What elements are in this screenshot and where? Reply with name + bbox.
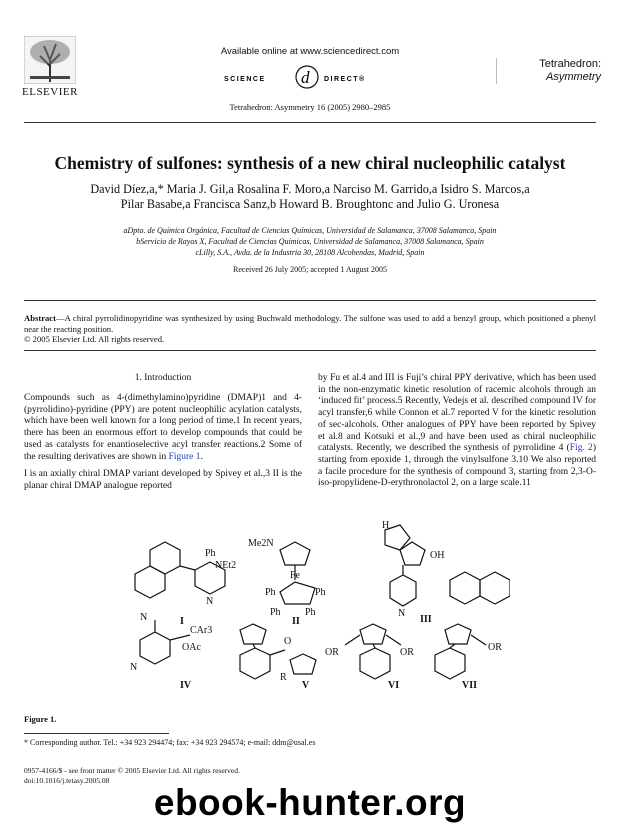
authors-line-2: Pilar Basabe,a Francisca Sanz,b Howard B. Broughtonc and Julio G. Uronesa <box>120 197 500 211</box>
doi: doi:10.1016/j.tetasy.2005.08 <box>24 775 110 785</box>
intro-paragraph-1: Compounds such as 4-(dimethylamino)pyridine (DMAP)1 and 4-(pyrrolidino)-pyridine (PPY) are potent nucleophilic acylation catalysts, which have been well known for a long period of time.1 In recent years, there has been an enormous effort to develop compounds that could be used as catalysts for enantioselective acyl transfer reactions.2 Some of the resulting derivatives are shown in <box>24 393 302 462</box>
atom-o-V: O <box>284 636 292 647</box>
affiliation-b: bServicio de Rayos X, Facultad de Ciencias Químicas, Universidad de Salamanca, 37008 Salamanca, Spain <box>136 237 484 246</box>
watermark: ebook-hunter.org <box>153 782 467 823</box>
intro-paragraph-2: I is an axially chiral DMAP variant developed by Spivey et al.,3 II is the planar chiral DMAP analogue reported <box>24 469 302 491</box>
structure-VII <box>435 624 486 679</box>
abstract <box>24 313 596 345</box>
structure-III <box>385 525 510 606</box>
sd-right: DIRECT® <box>324 76 366 83</box>
journal-name-2: Asymmetry <box>546 71 601 83</box>
column-right <box>318 373 596 496</box>
section-heading: 1. Introduction <box>134 373 192 383</box>
atom-n-III: N <box>398 608 406 619</box>
article-title: Chemistry of sulfones: synthesis of a new chiral nucleophilic catalyst <box>54 153 566 173</box>
atom-net2-I: NEt2 <box>215 560 237 571</box>
atom-r-V: R <box>280 672 287 683</box>
figure-2-link[interactable]: Fig. 2 <box>569 443 593 454</box>
atom-ph-II-c: Ph <box>270 607 281 618</box>
intro-paragraph-3a: by Fu et al.4 and III is Fuji’s chiral PPY derivative, which has been used in the non-enzymatic kinetic resolution of racemic alcohols through an ‘induced fit’ process.5 Recently, Vedejs et al. described compound IV for acyl transfer,6 while Connon et al.7 reported V for the kinetic resolution of sec-alcohols. Other analogues of PPY have been reported by Spivey et al.8 and Kotsuki et al.,9 and have been used as chiral nucleophilic catalysts. Recently, we described the synthesis of pyrrolidine 4 ( <box>318 373 596 454</box>
atom-fe-II: Fe <box>290 570 300 581</box>
authors <box>60 182 560 212</box>
figure-caption: Figure 1. <box>24 714 57 724</box>
sd-left: SCIENCE <box>224 76 266 83</box>
atom-n-I: N <box>206 596 214 607</box>
affiliation-c: cLilly, S.A., Avda. de la Industria 30, 28108 Alcobendas, Madrid, Spain <box>195 248 425 257</box>
figure-1-link[interactable]: Figure 1 <box>168 451 201 462</box>
figure-1-structures <box>120 520 510 690</box>
atom-or-VII: OR <box>488 642 502 653</box>
structure-VI <box>345 624 401 679</box>
atom-or-VI-b: OR <box>400 647 414 658</box>
copyright: © 2005 Elsevier Ltd. All rights reserved. <box>24 334 165 344</box>
label-I: I <box>180 616 184 627</box>
label-VII: VII <box>462 680 478 690</box>
journal-name-box <box>496 58 601 84</box>
atom-n-IV-top: N <box>140 612 148 623</box>
atom-or-VI-a: OR <box>325 647 339 658</box>
sciencedirect-logo <box>222 64 397 90</box>
atom-me2n-II: Me2N <box>248 538 274 549</box>
abstract-text: —A chiral pyrrolidinopyridine was synthesized by using Buchwald methodology. The sulfone was used to add a benzyl group, which positioned a phenyl near the reacting position. <box>24 313 596 334</box>
abstract-rule-top <box>24 300 596 301</box>
intro-paragraph-3b: ) starting from epoxide 1, through the vinylsulfone 3.10 We also reported a facile procedure for the synthesis of compound 3, starting from 2,3-O-iso-propylidene-D-erythronolactol 2, on a large scale.11 <box>318 443 596 489</box>
atom-ph-II-d: Ph <box>305 607 316 618</box>
corresponding-author-footnote: * Corresponding author. Tel.: +34 923 294474; fax: +34 923 294574; e-mail: ddm@usal.es <box>24 738 316 747</box>
affiliation-a: aDpto. de Química Orgánica, Facultad de Ciencias Químicas, Universidad de Salamanca, 37008 Salamanca, Spain <box>123 226 497 235</box>
structure-V <box>240 624 316 679</box>
label-III: III <box>420 614 432 625</box>
footnote-rule <box>24 733 169 734</box>
atom-ph-II-b: Ph <box>315 587 326 598</box>
label-V: V <box>302 680 310 690</box>
abstract-label: Abstract <box>24 313 56 323</box>
affiliations <box>40 225 580 258</box>
atom-n-IV: N <box>130 662 138 673</box>
available-online: Available online at www.sciencedirect.com <box>220 46 400 57</box>
label-II: II <box>292 616 300 627</box>
atom-h-III: H <box>382 520 390 531</box>
elsevier-tree-logo <box>24 36 76 84</box>
atom-oac-IV: OAc <box>182 642 201 653</box>
journal-reference: Tetrahedron: Asymmetry 16 (2005) 2980–2985 <box>229 102 391 112</box>
publisher-name: ELSEVIER <box>22 86 78 98</box>
atom-ph-I: Ph <box>205 548 216 559</box>
received-date: Received 26 July 2005; accepted 1 August 2005 <box>233 265 387 274</box>
journal-name-1: Tetrahedron: <box>539 58 601 70</box>
column-left: Compounds such as 4-(dimethylamino)pyridine (DMAP)1 and 4-(pyrrolidino)-pyridine (PPY) are potent nucleophilic acylation catalysts, which have been well known for a long period of time.1 In recent years, there has been an enormous effort to develop compounds that could be used as catalysts for enantioselective acyl transfer reactions.2 Some of the resulting derivatives are shown in Figure 1. I is an axially chiral DMAP variant developed by Spivey et al.,3 II is the planar chiral DMAP analogue reported <box>24 393 302 491</box>
front-matter-line-1: 0957-4166/$ - see front matter © 2005 Elsevier Ltd. All rights reserved. <box>24 766 240 775</box>
header-rule <box>24 122 596 123</box>
atom-oh-III: OH <box>430 550 445 561</box>
atom-ph-II-a: Ph <box>265 587 276 598</box>
abstract-rule-bottom <box>24 350 596 351</box>
authors-line-1: David Díez,a,* Maria J. Gil,a Rosalina F. Moro,a Narciso M. Garrido,a Isidro S. Marcos,a <box>90 182 530 196</box>
sd-mid: d <box>301 68 310 87</box>
atom-car3-IV: CAr3 <box>190 625 213 636</box>
label-IV: IV <box>180 680 192 690</box>
label-VI: VI <box>388 680 400 690</box>
